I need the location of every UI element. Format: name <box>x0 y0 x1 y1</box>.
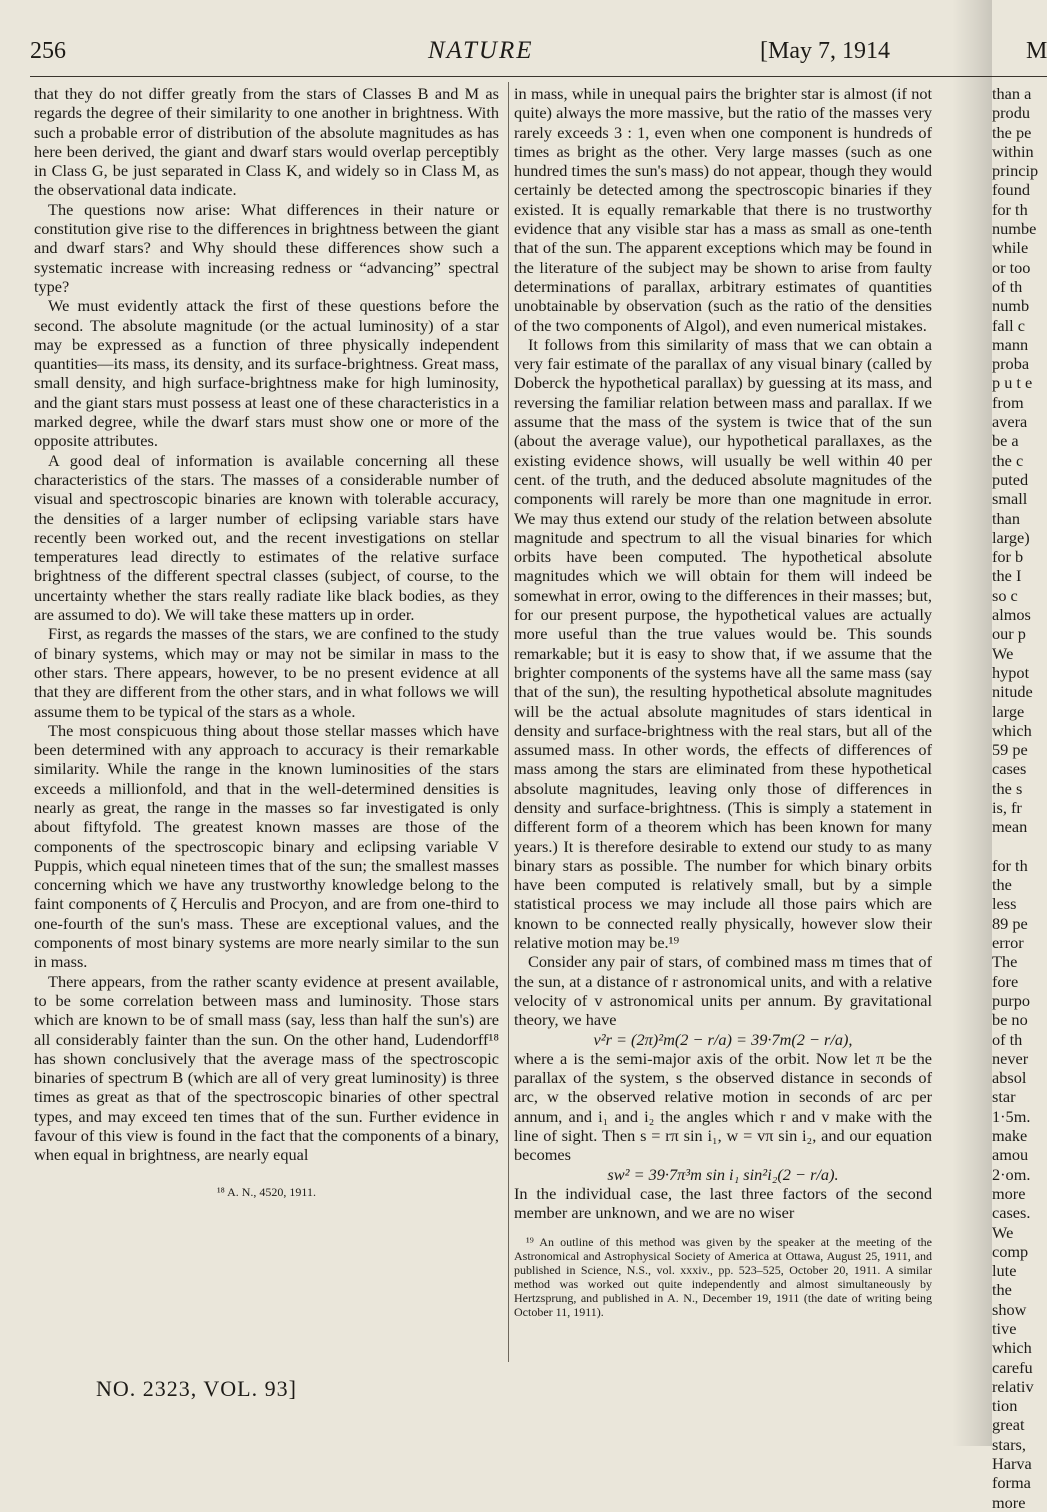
line-fragment: forma <box>992 1473 1031 1493</box>
paragraph: Consider any pair of stars, of combined mass m times that of the sun, at a distance of r astronomical units, and with a relative velocity of v astronomical units per annum. By gravitational theory, we have <box>514 952 932 1030</box>
equation-parallax: sw² = 39·7π³m sin i₁ sin²i₂(2 − r/a). <box>607 1164 839 1184</box>
paragraph: A good deal of information is available concerning all these characteristics of the stars. The masses of a considerable number of visual and spectroscopic binaries are known with tolerable accuracy, the densities of a larger number of eclipsing variable stars have recently been worked out, and the recent investigations on stellar temperatures lead directly to estimates of the relative surface brightness of the different spectral classes (subject, of course, to the uncertainty whether the stars really radiate like black bodies, as they are assumed to do). We will take these matters up in order. <box>34 450 499 625</box>
line-fragment: 2·om. <box>992 1164 1031 1184</box>
line-fragment: the pe <box>992 122 1032 142</box>
line-fragment: fore <box>992 971 1019 991</box>
equation-gravitation: v²r = (2π)²m(2 − r/a) = 39·7m(2 − r/a), <box>593 1029 853 1049</box>
line-fragment: 59 pe <box>992 740 1028 760</box>
line-fragment: nitude <box>992 682 1033 702</box>
paragraph: In the individual case, the last three factors of the second member are unknown, and we are no wiser <box>514 1183 932 1223</box>
line-fragment: be no <box>992 1010 1028 1030</box>
line-fragment <box>992 837 1047 856</box>
line-fragment: produ <box>992 103 1030 123</box>
line-fragment: We <box>992 1222 1014 1242</box>
issue-footer: NO. 2323, VOL. 93] <box>96 1376 297 1401</box>
paragraph: in mass, while in unequal pairs the brighter star is almost (if not quite) always the more massive, but the ratio of the masses very rarely exceeds 3 : 1, even when one component is hundreds of times as bright as the other. Very large masses (such as one hundred times the sun's mass) do not appear, though they would certainly be detected among the spectroscopic binaries if they existed. It is equally remarkable that there is no trustworthy evidence that any visible star has a mass as small as one-tenth that of the sun. The apparent exceptions which may be found in the literature of the subject may be shown to arise from faulty determinations of parallax, arbitrary estimates of quantities unobtainable by observation (such as the ratio of the densities of the two components of Algol), and even numerical mistakes. <box>514 84 932 335</box>
line-fragment: more <box>992 1492 1026 1512</box>
line-fragment: fall c <box>992 315 1025 335</box>
line-fragment: We <box>992 643 1014 663</box>
line-fragment: purpo <box>992 990 1030 1010</box>
journal-title: NATURE <box>428 37 534 64</box>
line-fragment: for b <box>992 547 1024 567</box>
paragraph: The most conspicuous thing about those stellar masses which have been determined with any approach to accuracy is their remarkable similarity. While the range in the known luminosities of the stars exceeds a millionfold, and that in the well-determined densities is nearly as great, the range in the masses so far investigated is only about fiftyfold. The greatest known masses are those of the components of the spectroscopic binary and eclipsing variable V Puppis, which equal nineteen times that of the sun; the smallest masses concerning which we have any trustworthy knowledge belong to the faint components of ζ Herculis and Procyon, and are from one-third to one-fourth of the sun's mass. These are exceptional values, and the components of most binary systems are more nearly similar to the sun in mass. <box>34 720 499 972</box>
line-fragment: less <box>992 894 1017 914</box>
line-fragment: hypot <box>992 662 1030 682</box>
paragraph: that they do not differ greatly from the stars of Classes B and M as regards the degree of their similarity to one another in brightness. With such a probable error of distribution of the absolute magnitudes as has here been derived, the giant and dwarf stars would overlap perceptibly in Class G, be just separated in Class K, and widely so in Class M, as the observational data indicate. <box>34 84 499 200</box>
line-fragment: for th <box>992 199 1028 219</box>
line-fragment: relativ <box>992 1376 1034 1396</box>
line-fragment: avera <box>992 412 1028 432</box>
line-fragment: than <box>992 508 1021 528</box>
line-fragment: the s <box>992 778 1023 798</box>
line-fragment: numbe <box>992 219 1037 239</box>
line-fragment: make <box>992 1126 1028 1146</box>
header-rule <box>30 76 1047 77</box>
line-fragment: or too <box>992 257 1031 277</box>
line-fragment: cases <box>992 759 1027 779</box>
line-fragment: lute <box>992 1261 1017 1281</box>
line-fragment: our p <box>992 624 1026 644</box>
line-fragment: which <box>992 1338 1032 1358</box>
line-fragment: Harva <box>992 1454 1032 1474</box>
line-fragment: tive <box>992 1319 1017 1338</box>
line-fragment: great <box>992 1415 1025 1435</box>
paragraph: It follows from this similarity of mass that we can obtain a very fair estimate of the parallax of any visual binary (called by Doberck the hypothetical parallax) by guessing at its mass, and reversing the familiar relation between mass and parallax. If we assume that the mass of the system is twice that of the sun (about the average value), our hypothetical parallaxes, as the existing evidence shows, will usually be well within 40 per cent. of the truth, and the deduced absolute magnitudes of the components will rarely be more than one magnitude in error. We may thus extend our study of the relation between absolute magnitude and spectrum to all the visual binaries for which orbits have been computed. The hypothetical absolute magnitudes which we will obtain for them will indeed be somewhat in error, owing to the differences in their masses; but, for our present purpose, the hypothetical values are actually more useful than the true values would be. This sounds remarkable; but it is easy to show that, if we assume that the brighter components of the systems have all the same mass (say that of the sun), the resulting hypothetical absolute magnitudes will be the actual absolute magnitudes of stars identical in density and surface-brightness with the real stars, but all of the assumed mass. In other words, the effects of differences of mass among the stars are eliminated from these hypothetical absolute magnitudes, leaving only those of differences in density and surface-brightness. (This is simply a statement in different form of a theorem which has been known for many years.) It is therefore desirable to extend our study to as many binary stars as possible. The number for which binary orbits have been computed is relatively small, but by a simple statistical process we may include all those pairs which are known to be connected really physically, however slow their relative motion may be.¹⁹ <box>514 334 932 953</box>
issue-date: [May 7, 1914 <box>760 38 890 64</box>
line-fragment: than a <box>992 84 1032 103</box>
line-fragment: 1·5m. <box>992 1106 1031 1126</box>
next-page-header-fragment: M <box>1026 38 1047 64</box>
line-fragment: show <box>992 1299 1027 1319</box>
line-fragment: amou <box>992 1145 1029 1165</box>
paragraph: First, as regards the masses of the stars, we are confined to the study of binary systems, which may or may not be similar in mass to the other stars. There appears, however, to be no present evidence at all that they are different from the other stars, and in what follows we will assume them to be typical of the stars as a whole. <box>34 624 499 721</box>
line-fragment: be a <box>992 431 1019 451</box>
paragraph: where a is the semi-major axis of the orbit. Now let π be the parallax of the system, s the observed distance in seconds of arc, w the observed relative motion in seconds of arc per annum, and i₁ and i₂ the angles which r and v make with the line of sight. Then s = rπ sin i₁, w = vπ sin i₂, and our equation becomes <box>514 1048 932 1165</box>
line-fragment: absol <box>992 1068 1027 1088</box>
footnote-18: ¹⁸ A. N., 4520, 1911. <box>216 1184 316 1199</box>
paragraph: The questions now arise: What differences in their nature or constitution give rise to the differences in brightness between the giant and dwarf stars? and Why should these differences show such a systematic increase with increasing redness or “advancing” spectral type? <box>34 199 499 296</box>
line-fragment: mean <box>992 817 1028 837</box>
line-fragment: star <box>992 1087 1016 1107</box>
line-fragment: small <box>992 489 1028 509</box>
footnote-19: ¹⁹ An outline of this method was given by the speaker at the meeting of the Astronomical and Astrophysical Society of America at Ottawa, August 25, 1911, and published in Science, N.S., vol. xxxiv., pp. 523–525, October 20, 1911. A similar method was worked out quite independently and almost simultaneously by Hertzsprung, and published in A. N., December 19, 1911 (the date of writing being October 11, 1911). <box>514 1234 932 1319</box>
line-fragment: tion <box>992 1396 1018 1416</box>
line-fragment: 89 pe <box>992 913 1028 933</box>
line-fragment: from <box>992 392 1024 412</box>
column-left <box>34 84 499 1199</box>
line-fragment: large) <box>992 527 1030 547</box>
line-fragment: error <box>992 933 1024 953</box>
line-fragment: which <box>992 720 1032 740</box>
paragraph: We must evidently attack the first of these questions before the second. The absolute magnitude (or the actual luminosity) of a star may be expressed as a function of three physically independent quantities—its mass, its density, and its surface-brightness. Great mass, small density, and high surface-brightness make for high luminosity, and the giant stars must possess at least one of these characteristics in a marked degree, while the dwarf stars must show one or more of the opposite attributes. <box>34 296 499 451</box>
line-fragment: numb <box>992 296 1030 316</box>
line-fragment: within <box>992 141 1034 161</box>
book-spine-shadow <box>952 0 992 1446</box>
line-fragment: The <box>992 952 1018 972</box>
line-fragment: puted <box>992 469 1029 489</box>
line-fragment: stars, <box>992 1434 1026 1454</box>
line-fragment: never <box>992 1048 1029 1068</box>
column-middle <box>514 84 932 1319</box>
column-right-cut-off <box>992 84 1047 1512</box>
line-fragment: of th <box>992 276 1023 296</box>
line-fragment: carefu <box>992 1357 1033 1377</box>
line-fragment: p u t e <box>992 373 1033 393</box>
line-fragment: is, fr <box>992 797 1022 817</box>
line-fragment: of th <box>992 1029 1023 1049</box>
line-fragment: princip <box>992 161 1039 181</box>
line-fragment: mann <box>992 334 1029 354</box>
line-fragment: comp <box>992 1241 1029 1261</box>
line-fragment: proba <box>992 354 1030 374</box>
paragraph: There appears, from the rather scanty evidence at present available, to be some correlation between mass and luminosity. Those stars which are known to be of small mass (say, less than half the sun's) are all considerably fainter than the sun. On the other hand, Ludendorff¹⁸ has shown conclusively that the average mass of the spectroscopic binaries of spectrum B (which are all of very great luminosity) is three times as great as that of the spectroscopic binaries of other spectral types, and may exceed ten times that of the sun. Further evidence in favour of this view is found in the fact that the components of a binary, when equal in brightness, are nearly equal <box>34 971 499 1165</box>
line-fragment: the I <box>992 566 1022 586</box>
line-fragment: large <box>992 701 1025 721</box>
page-number: 256 <box>30 38 66 64</box>
line-fragment: the <box>992 875 1012 895</box>
line-fragment: so c <box>992 585 1018 605</box>
column-divider <box>508 82 509 1362</box>
line-fragment: the <box>992 1280 1012 1300</box>
line-fragment: found <box>992 180 1030 200</box>
line-fragment: more <box>992 1183 1026 1203</box>
line-fragment: while <box>992 238 1029 258</box>
line-fragment: the c <box>992 450 1024 470</box>
line-fragment: almos <box>992 605 1031 625</box>
line-fragment: for th <box>992 855 1028 875</box>
line-fragment: cases. <box>992 1203 1031 1223</box>
